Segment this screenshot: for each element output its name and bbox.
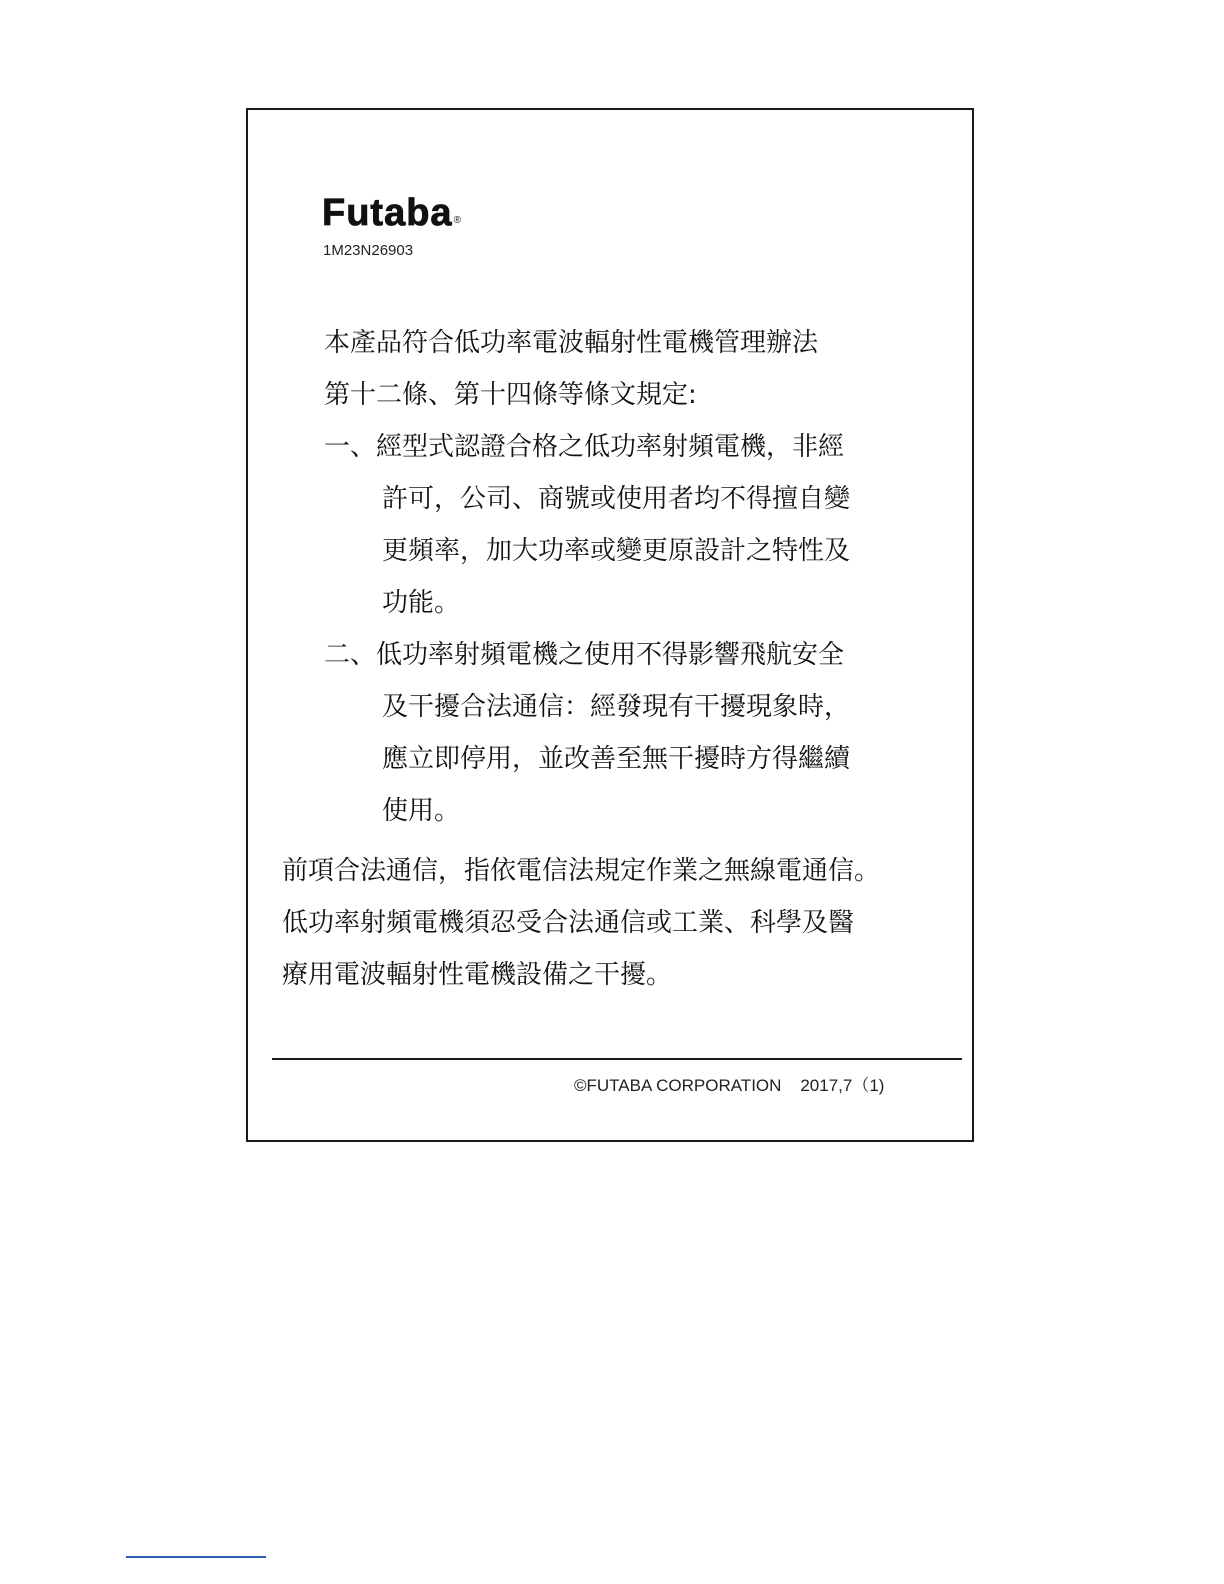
notice-card	[246, 108, 974, 1142]
notice-line: 功能。	[382, 588, 461, 618]
notice-line: 前項合法通信，指依電信法規定作業之無線電通信。	[282, 856, 881, 886]
notice-line: 低功率射頻電機須忍受合法通信或工業、科學及醫	[282, 908, 855, 938]
document-number: 1M23N26903	[323, 242, 414, 259]
notice-line: 及干擾合法通信：經發現有干擾現象時，	[382, 692, 851, 722]
copyright-text: ©FUTABA CORPORATION	[574, 1076, 782, 1095]
notice-line: 療用電波輻射性電機設備之干擾。	[282, 960, 673, 990]
notice-line: 許可，公司、商號或使用者均不得擅自變	[382, 484, 851, 514]
notice-line: 本產品符合低功率電波輻射性電機管理辦法	[324, 328, 819, 358]
footer-copyright	[574, 1071, 884, 1096]
futaba-logo	[322, 194, 462, 232]
page-link-underline[interactable]	[126, 1556, 266, 1558]
notice-item-1: 一、經型式認證合格之低功率射頻電機，非經	[324, 432, 845, 462]
brand-name: Futaba	[322, 192, 453, 234]
footer-divider	[272, 1058, 962, 1060]
notice-line: 使用。	[382, 796, 461, 826]
registered-mark: ®	[453, 215, 462, 226]
notice-line: 更頻率，加大功率或變更原設計之特性及	[382, 536, 851, 566]
notice-line: 應立即停用，並改善至無干擾時方得繼續	[382, 744, 851, 774]
notice-line: 第十二條、第十四條等條文規定:	[324, 380, 697, 410]
edition-text: 2017,7（1)	[800, 1076, 885, 1095]
notice-item-2: 二、低功率射頻電機之使用不得影響飛航安全	[324, 640, 845, 670]
